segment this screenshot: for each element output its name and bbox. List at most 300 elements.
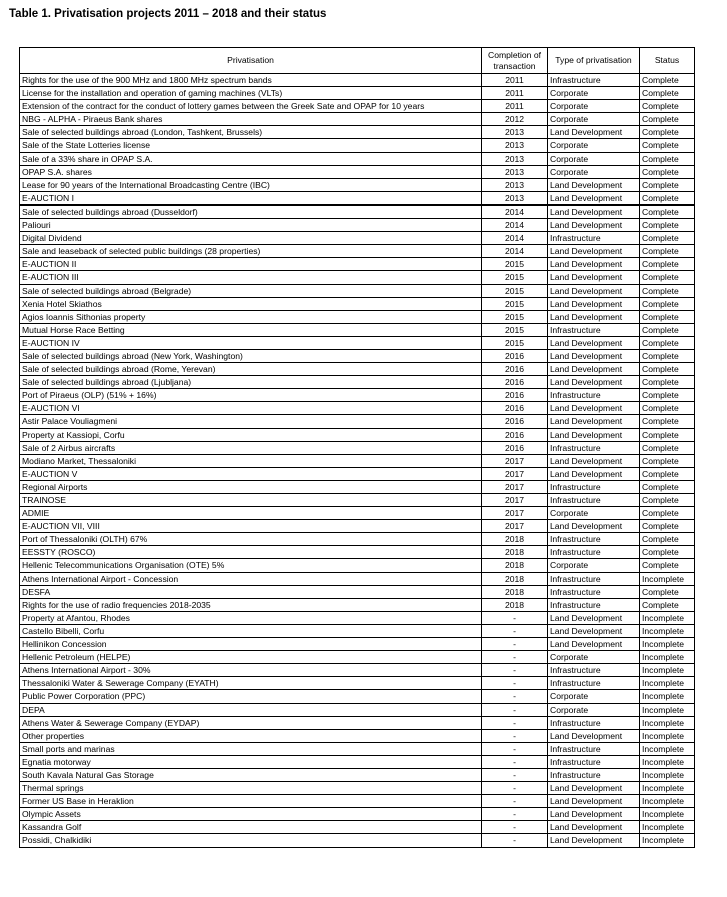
column-header-completion: Completion of transaction: [482, 48, 548, 74]
cell-privatisation: Sale of selected buildings abroad (Belgrade): [20, 284, 482, 297]
table-body: [20, 74, 695, 848]
cell-completion: -: [482, 782, 548, 795]
cell-type: Infrastructure: [548, 598, 640, 611]
table-row: [20, 533, 695, 546]
cell-completion: 2017: [482, 467, 548, 480]
cell-privatisation: Property at Afantou, Rhodes: [20, 611, 482, 624]
cell-privatisation: E-AUCTION II: [20, 258, 482, 271]
cell-type: Infrastructure: [548, 742, 640, 755]
cell-status: Complete: [640, 402, 695, 415]
cell-type: Land Development: [548, 219, 640, 232]
table-row: [20, 428, 695, 441]
cell-completion: -: [482, 742, 548, 755]
cell-type: Infrastructure: [548, 389, 640, 402]
cell-privatisation: Sale of 2 Airbus aircrafts: [20, 441, 482, 454]
cell-completion: 2015: [482, 336, 548, 349]
cell-type: Land Development: [548, 284, 640, 297]
cell-status: Incomplete: [640, 808, 695, 821]
cell-privatisation: Thermal springs: [20, 782, 482, 795]
cell-completion: 2013: [482, 152, 548, 165]
table-row: [20, 703, 695, 716]
table-row: [20, 572, 695, 585]
cell-type: Land Development: [548, 245, 640, 258]
table-row: [20, 454, 695, 467]
cell-privatisation: Sale of selected buildings abroad (Ljubljana): [20, 376, 482, 389]
cell-type: Infrastructure: [548, 323, 640, 336]
cell-status: Complete: [640, 219, 695, 232]
cell-status: Complete: [640, 389, 695, 402]
table-row: [20, 113, 695, 126]
table-row: [20, 638, 695, 651]
table-row: [20, 598, 695, 611]
cell-privatisation: TRAINOSE: [20, 494, 482, 507]
cell-status: Complete: [640, 585, 695, 598]
cell-type: Land Development: [548, 271, 640, 284]
cell-type: Infrastructure: [548, 677, 640, 690]
cell-status: Complete: [640, 232, 695, 245]
table-row: [20, 323, 695, 336]
cell-privatisation: Athens International Airport - 30%: [20, 664, 482, 677]
cell-status: Incomplete: [640, 651, 695, 664]
cell-status: Incomplete: [640, 703, 695, 716]
cell-completion: 2016: [482, 402, 548, 415]
table-row: [20, 297, 695, 310]
table-row: [20, 690, 695, 703]
cell-completion: 2015: [482, 323, 548, 336]
cell-privatisation: E-AUCTION VII, VIII: [20, 520, 482, 533]
cell-status: Complete: [640, 113, 695, 126]
cell-type: Land Development: [548, 795, 640, 808]
table-row: [20, 768, 695, 781]
cell-status: Complete: [640, 546, 695, 559]
table-row: [20, 191, 695, 205]
table-row: [20, 520, 695, 533]
cell-privatisation: Thessaloniki Water & Sewerage Company (EYATH): [20, 677, 482, 690]
cell-status: Incomplete: [640, 821, 695, 834]
cell-privatisation: Sale of the State Lotteries license: [20, 139, 482, 152]
cell-type: Land Development: [548, 624, 640, 637]
table-row: [20, 74, 695, 87]
cell-type: Land Development: [548, 191, 640, 205]
cell-privatisation: Modiano Market, Thessaloniki: [20, 454, 482, 467]
cell-type: Land Development: [548, 454, 640, 467]
cell-type: Corporate: [548, 703, 640, 716]
cell-completion: -: [482, 703, 548, 716]
cell-status: Incomplete: [640, 729, 695, 742]
cell-status: Complete: [640, 297, 695, 310]
cell-type: Infrastructure: [548, 546, 640, 559]
table-row: [20, 651, 695, 664]
table-row: [20, 389, 695, 402]
table-row: [20, 834, 695, 847]
table-row: [20, 178, 695, 191]
cell-type: Infrastructure: [548, 755, 640, 768]
table-row: [20, 795, 695, 808]
cell-privatisation: Sale of a 33% share in OPAP S.A.: [20, 152, 482, 165]
cell-completion: 2011: [482, 74, 548, 87]
cell-status: Complete: [640, 87, 695, 100]
cell-privatisation: Extension of the contract for the conduct of lottery games between the Greek Sate and OPAP for 10 years: [20, 100, 482, 113]
cell-privatisation: Astir Palace Vouliagmeni: [20, 415, 482, 428]
cell-status: Complete: [640, 559, 695, 572]
cell-privatisation: License for the installation and operation of gaming machines (VLTs): [20, 87, 482, 100]
table-row: [20, 507, 695, 520]
cell-privatisation: Sale of selected buildings abroad (London, Tashkent, Brussels): [20, 126, 482, 139]
cell-status: Incomplete: [640, 768, 695, 781]
cell-type: Land Development: [548, 376, 640, 389]
cell-type: Land Development: [548, 428, 640, 441]
cell-privatisation: Rights for the use of radio frequencies 2018-2035: [20, 598, 482, 611]
table-row: [20, 232, 695, 245]
cell-type: Corporate: [548, 165, 640, 178]
table-row: [20, 716, 695, 729]
cell-privatisation: Hellenic Telecommunications Organisation (OTE) 5%: [20, 559, 482, 572]
table-row: [20, 494, 695, 507]
cell-type: Corporate: [548, 690, 640, 703]
cell-privatisation: Athens Water & Sewerage Company (EYDAP): [20, 716, 482, 729]
cell-status: Complete: [640, 126, 695, 139]
cell-status: Complete: [640, 310, 695, 323]
cell-completion: 2016: [482, 349, 548, 362]
table-row: [20, 782, 695, 795]
cell-type: Corporate: [548, 100, 640, 113]
cell-status: Complete: [640, 467, 695, 480]
table-row: [20, 441, 695, 454]
cell-privatisation: Sale of selected buildings abroad (New York, Washington): [20, 349, 482, 362]
cell-completion: 2014: [482, 205, 548, 219]
cell-completion: 2013: [482, 139, 548, 152]
cell-completion: 2014: [482, 245, 548, 258]
table-row: [20, 363, 695, 376]
cell-type: Land Development: [548, 336, 640, 349]
cell-type: Corporate: [548, 559, 640, 572]
table-row: [20, 165, 695, 178]
cell-completion: -: [482, 638, 548, 651]
cell-privatisation: Property at Kassiopi, Corfu: [20, 428, 482, 441]
cell-status: Complete: [640, 284, 695, 297]
table-row: [20, 546, 695, 559]
cell-completion: 2012: [482, 113, 548, 126]
cell-completion: 2015: [482, 271, 548, 284]
cell-type: Land Development: [548, 729, 640, 742]
cell-status: Incomplete: [640, 572, 695, 585]
cell-status: Complete: [640, 245, 695, 258]
cell-status: Complete: [640, 336, 695, 349]
table-row: [20, 808, 695, 821]
table-row: [20, 664, 695, 677]
cell-privatisation: Sale of selected buildings abroad (Rome, Yerevan): [20, 363, 482, 376]
table-row: [20, 624, 695, 637]
table-row: [20, 219, 695, 232]
cell-privatisation: Hellinikon Concession: [20, 638, 482, 651]
cell-status: Incomplete: [640, 755, 695, 768]
cell-status: Incomplete: [640, 782, 695, 795]
cell-type: Corporate: [548, 651, 640, 664]
cell-completion: 2015: [482, 258, 548, 271]
cell-privatisation: Public Power Corporation (PPC): [20, 690, 482, 703]
cell-status: Complete: [640, 520, 695, 533]
cell-completion: 2018: [482, 559, 548, 572]
table-row: [20, 87, 695, 100]
cell-privatisation: South Kavala Natural Gas Storage: [20, 768, 482, 781]
cell-completion: 2018: [482, 533, 548, 546]
cell-type: Infrastructure: [548, 74, 640, 87]
cell-status: Incomplete: [640, 624, 695, 637]
table-row: [20, 467, 695, 480]
cell-type: Land Development: [548, 782, 640, 795]
cell-type: Land Development: [548, 178, 640, 191]
table-row: [20, 152, 695, 165]
cell-completion: 2018: [482, 585, 548, 598]
cell-completion: 2018: [482, 572, 548, 585]
table-row: [20, 336, 695, 349]
cell-status: Complete: [640, 441, 695, 454]
cell-completion: -: [482, 664, 548, 677]
cell-completion: 2018: [482, 598, 548, 611]
cell-status: Complete: [640, 363, 695, 376]
cell-privatisation: E-AUCTION VI: [20, 402, 482, 415]
cell-privatisation: Sale of selected buildings abroad (Dusseldorf): [20, 205, 482, 219]
cell-privatisation: Port of Piraeus (OLP) (51% + 16%): [20, 389, 482, 402]
cell-completion: 2013: [482, 165, 548, 178]
cell-type: Land Development: [548, 520, 640, 533]
cell-completion: 2013: [482, 178, 548, 191]
cell-status: Incomplete: [640, 690, 695, 703]
table-row: [20, 258, 695, 271]
cell-privatisation: Mutual Horse Race Betting: [20, 323, 482, 336]
cell-type: Corporate: [548, 507, 640, 520]
cell-completion: -: [482, 834, 548, 847]
cell-type: Infrastructure: [548, 664, 640, 677]
cell-status: Complete: [640, 376, 695, 389]
cell-status: Complete: [640, 598, 695, 611]
cell-completion: 2016: [482, 376, 548, 389]
cell-status: Complete: [640, 205, 695, 219]
cell-status: Complete: [640, 415, 695, 428]
cell-privatisation: Digital Dividend: [20, 232, 482, 245]
cell-type: Land Development: [548, 126, 640, 139]
table-row: [20, 139, 695, 152]
cell-completion: -: [482, 821, 548, 834]
cell-type: Infrastructure: [548, 533, 640, 546]
table-row: [20, 349, 695, 362]
cell-status: Incomplete: [640, 611, 695, 624]
cell-status: Complete: [640, 323, 695, 336]
cell-status: Complete: [640, 191, 695, 205]
cell-type: Land Development: [548, 297, 640, 310]
cell-status: Incomplete: [640, 677, 695, 690]
cell-privatisation: Xenia Hotel Skiathos: [20, 297, 482, 310]
cell-completion: -: [482, 768, 548, 781]
cell-status: Complete: [640, 494, 695, 507]
cell-status: Incomplete: [640, 742, 695, 755]
cell-privatisation: Other properties: [20, 729, 482, 742]
cell-privatisation: DEPA: [20, 703, 482, 716]
cell-status: Complete: [640, 100, 695, 113]
cell-completion: -: [482, 651, 548, 664]
table-row: [20, 310, 695, 323]
table-row: [20, 585, 695, 598]
cell-type: Infrastructure: [548, 232, 640, 245]
cell-type: Infrastructure: [548, 768, 640, 781]
table-row: [20, 677, 695, 690]
cell-type: Infrastructure: [548, 480, 640, 493]
cell-privatisation: OPAP S.A. shares: [20, 165, 482, 178]
cell-type: Land Development: [548, 402, 640, 415]
cell-completion: -: [482, 795, 548, 808]
cell-type: Infrastructure: [548, 572, 640, 585]
cell-type: Corporate: [548, 139, 640, 152]
cell-privatisation: E-AUCTION I: [20, 191, 482, 205]
cell-privatisation: EESSTY (ROSCO): [20, 546, 482, 559]
cell-completion: 2013: [482, 126, 548, 139]
cell-completion: 2015: [482, 284, 548, 297]
cell-type: Corporate: [548, 152, 640, 165]
cell-privatisation: E-AUCTION V: [20, 467, 482, 480]
cell-type: Land Development: [548, 808, 640, 821]
cell-privatisation: E-AUCTION III: [20, 271, 482, 284]
table-row: [20, 755, 695, 768]
cell-completion: -: [482, 677, 548, 690]
table-row: [20, 126, 695, 139]
cell-completion: 2016: [482, 389, 548, 402]
cell-status: Complete: [640, 139, 695, 152]
cell-type: Infrastructure: [548, 716, 640, 729]
cell-completion: 2016: [482, 363, 548, 376]
cell-type: Land Development: [548, 834, 640, 847]
cell-completion: -: [482, 729, 548, 742]
cell-status: Incomplete: [640, 664, 695, 677]
cell-completion: 2017: [482, 507, 548, 520]
table-row: [20, 611, 695, 624]
cell-type: Land Development: [548, 363, 640, 376]
cell-status: Incomplete: [640, 795, 695, 808]
cell-type: Land Development: [548, 638, 640, 651]
cell-status: Complete: [640, 349, 695, 362]
cell-completion: -: [482, 690, 548, 703]
cell-completion: 2016: [482, 428, 548, 441]
table-row: [20, 480, 695, 493]
cell-privatisation: DESFA: [20, 585, 482, 598]
cell-status: Incomplete: [640, 834, 695, 847]
table-row: [20, 284, 695, 297]
cell-completion: 2013: [482, 191, 548, 205]
cell-status: Incomplete: [640, 716, 695, 729]
table-row: [20, 821, 695, 834]
cell-privatisation: Hellenic Petroleum (HELPE): [20, 651, 482, 664]
cell-status: Complete: [640, 271, 695, 284]
cell-type: Infrastructure: [548, 494, 640, 507]
cell-privatisation: Port of Thessaloniki (OLTH) 67%: [20, 533, 482, 546]
cell-type: Land Development: [548, 611, 640, 624]
table-row: [20, 100, 695, 113]
cell-type: Corporate: [548, 87, 640, 100]
cell-privatisation: NBG - ALPHA - Piraeus Bank shares: [20, 113, 482, 126]
table-row: [20, 402, 695, 415]
cell-type: Corporate: [548, 113, 640, 126]
cell-status: Complete: [640, 165, 695, 178]
cell-type: Infrastructure: [548, 441, 640, 454]
cell-completion: 2011: [482, 100, 548, 113]
cell-status: Complete: [640, 507, 695, 520]
cell-status: Complete: [640, 178, 695, 191]
cell-status: Complete: [640, 480, 695, 493]
column-header-type: Type of privatisation: [548, 48, 640, 74]
table-header-row: [20, 48, 695, 74]
cell-privatisation: Small ports and marinas: [20, 742, 482, 755]
cell-type: Land Development: [548, 205, 640, 219]
cell-type: Land Development: [548, 258, 640, 271]
table-row: [20, 415, 695, 428]
cell-completion: -: [482, 624, 548, 637]
table-row: [20, 205, 695, 219]
cell-type: Land Development: [548, 467, 640, 480]
table-row: [20, 742, 695, 755]
privatisation-table: [19, 47, 695, 848]
cell-completion: -: [482, 716, 548, 729]
table-row: [20, 271, 695, 284]
cell-completion: 2016: [482, 415, 548, 428]
cell-completion: -: [482, 808, 548, 821]
cell-status: Complete: [640, 74, 695, 87]
cell-completion: -: [482, 611, 548, 624]
cell-status: Complete: [640, 258, 695, 271]
cell-completion: 2017: [482, 494, 548, 507]
cell-type: Land Development: [548, 415, 640, 428]
cell-privatisation: Agios Ioannis Sithonias property: [20, 310, 482, 323]
cell-completion: 2017: [482, 520, 548, 533]
table-row: [20, 245, 695, 258]
cell-privatisation: Sale and leaseback of selected public buildings (28 properties): [20, 245, 482, 258]
cell-privatisation: Egnatia motorway: [20, 755, 482, 768]
cell-completion: 2017: [482, 480, 548, 493]
cell-privatisation: Olympic Assets: [20, 808, 482, 821]
cell-privatisation: ADMIE: [20, 507, 482, 520]
cell-privatisation: E-AUCTION IV: [20, 336, 482, 349]
cell-completion: -: [482, 755, 548, 768]
cell-type: Land Development: [548, 310, 640, 323]
table-row: [20, 729, 695, 742]
cell-completion: 2018: [482, 546, 548, 559]
cell-status: Incomplete: [640, 638, 695, 651]
cell-privatisation: Regional Airports: [20, 480, 482, 493]
cell-privatisation: Rights for the use of the 900 MHz and 1800 MHz spectrum bands: [20, 74, 482, 87]
cell-type: Infrastructure: [548, 585, 640, 598]
column-header-privatisation: Privatisation: [20, 48, 482, 74]
cell-type: Land Development: [548, 821, 640, 834]
cell-status: Complete: [640, 454, 695, 467]
cell-completion: 2016: [482, 441, 548, 454]
cell-privatisation: Castello Bibelli, Corfu: [20, 624, 482, 637]
cell-completion: 2017: [482, 454, 548, 467]
cell-privatisation: Lease for 90 years of the International Broadcasting Centre (IBC): [20, 178, 482, 191]
column-header-status: Status: [640, 48, 695, 74]
table-row: [20, 559, 695, 572]
cell-status: Complete: [640, 428, 695, 441]
cell-privatisation: Kassandra Golf: [20, 821, 482, 834]
cell-completion: 2015: [482, 297, 548, 310]
cell-privatisation: Paliouri: [20, 219, 482, 232]
cell-completion: 2015: [482, 310, 548, 323]
cell-privatisation: Possidi, Chalkidiki: [20, 834, 482, 847]
cell-status: Complete: [640, 152, 695, 165]
cell-completion: 2014: [482, 232, 548, 245]
cell-type: Land Development: [548, 349, 640, 362]
cell-status: Complete: [640, 533, 695, 546]
cell-completion: 2014: [482, 219, 548, 232]
table-row: [20, 376, 695, 389]
table-title: Table 1. Privatisation projects 2011 – 2018 and their status: [9, 8, 327, 20]
